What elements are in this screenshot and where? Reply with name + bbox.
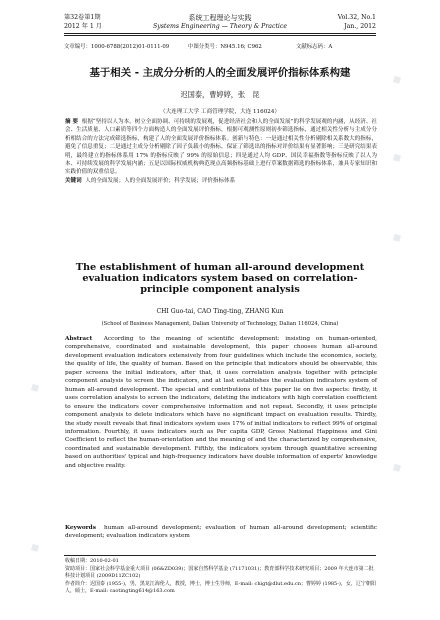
clc-number: 中图分类号：N945.16; C962: [188, 44, 262, 50]
header-date-cn: 2012 年 1 月: [64, 23, 102, 30]
affiliation-cn: （大连理工大学 工商管理学院，大连 116024）: [159, 109, 280, 115]
title-cn: 基于相关 - 主成分分析的人的全面发展评价指标体系构建: [89, 67, 351, 79]
article-number: 文章编号：1000-6788(2012)01-0111-09: [64, 44, 170, 50]
header-volume-en: Vol.32, No.1: [337, 14, 376, 21]
header-volume-cn: 第32卷第1期: [64, 14, 101, 21]
abstract-cn: [65, 118, 377, 185]
watermark-mark: ◆: [389, 458, 404, 476]
abstract-en-text: According to the meaning of scientific development: insisting on human-oriented, comprehensive, coordinated and sustainable development, this paper chooses human all-around development evaluation indicators extensively from four guidelines which include the economics, society, the quality of life, the quality of human. Based on the principle that indicators should be observable, this paper screens the initial indicators, after that, it uses correlation analysis together with principle component analysis to screen the indicators, and at last establishes the evaluation indicators system of human all-around development. The special and contributions of this paper lie on five aspects: firstly, it uses correlation analysis to screen the indicators, deleting the indicators with high correlation coefficient to ensure the indicators cover comprehensive information and not repeat. Secondly, it uses principle component analysis to delete indicators which have no significant impact on evaluation results. Thirdly, the study result reveals that final indicators system uses 17% of initial indicators to reflect 99% of original information. Fourthly, it uses indicators such as Per capita GDP, Gross National Happiness and Gini Coefficient to reflect the human-orientation and the meaning of and the characterized by comprehensive, coordinated and sustainable development. Fifthly, the indicators system through quantitative screening based on authorities' typical and high-frequency indicators have double information of experts' knowledge and objective reality.: [65, 336, 377, 469]
keywords-en: [65, 524, 377, 541]
header-rule-thin: [64, 35, 376, 36]
keywords-cn-label: 关键词: [65, 177, 82, 184]
abstract-en: [65, 335, 377, 470]
authors-cn: 迟国泰，曹婷婷，张 昆: [180, 90, 260, 99]
footnote-fund: 资助项目：国家社会科学基金重大项目 (06&ZD039)；国家自然科学基金 (71171031)；教育部科学技术研究项目；2009 年大连市第二批科技计划项目 (2009D11ZC102): [65, 565, 374, 580]
watermark-mark: ◆: [389, 70, 404, 88]
abstract-cn-text: 根据“坚持以人为本，树立全面协调、可持续的发展观，促进经济社会和人的全面发展”的科学发展观的内涵，从经济、社会、生活质量、人口素质等四个方面构造人的全面发展评价指标，根据可观测性原则初步筛选指标，通过相关性分析与主成分分析相结合的方法完成筛选指标，构建了人的全面发展评价指标体系。创新与特色：一是通过相关性分析剔除相关系数大的指标，避免了信息重复；二是通过主成分分析剔除了因子负载小的指标，保证了筛选出的指标对评价结果有显著影响；三是研究结果表明，最终建立的指标体系用 17% 的指标反映了 99% 的原始信息；四是通过人均 GDP、国民幸福指数等指标反映了以人为本、可持续发展的科学发展内涵；五是以国际权威机构典范现点高频指标基础上进行草案数据筛选的指标体系，兼具专家知识和实践价值的双重信息。: [65, 119, 377, 176]
abstract-cn-label: 摘 要: [65, 119, 79, 125]
watermark-mark: ◆: [27, 538, 42, 556]
title-en: The establishment of human all-around development evaluation indicators system based on correlation-principle component analysis: [75, 262, 365, 295]
footnote-received: 收稿日期：2010-02-01: [65, 558, 119, 564]
header-date-en: Jan., 2012: [344, 23, 376, 30]
affiliation-en: (School of Business Management, Dalian University of Technology, Dalian 116024, China): [101, 321, 339, 327]
header-rule: [64, 33, 376, 34]
authors-en: CHI Guo-tai, CAO Ting-ting, ZHANG Kun: [156, 308, 284, 315]
keywords-cn-text: 人的全面发展；人的全面发展评价；科学发展；评价指标体系: [85, 177, 236, 184]
keywords-en-label: Keywords: [65, 525, 96, 531]
watermark-mark: ◆: [389, 228, 404, 246]
abstract-en-label: Abstract: [65, 336, 93, 342]
document-code: 文献标志码：A: [296, 44, 333, 50]
header-journal-en: Systems Engineering — Theory & Practice: [152, 23, 288, 30]
footnote-rule: [64, 555, 376, 556]
keywords-en-text: human all-around development; evaluation of human all-around development; scientific development; evaluation indicators system: [65, 525, 377, 540]
footnotes: [65, 558, 377, 596]
header-journal-cn: 系统工程理论与实践: [188, 14, 252, 22]
footnote-author: 作者简介：迟国泰 (1955-)，男，黑龙江海伦人，教授，博士，博士生导师，E-mail: chigt@dlut.edu.cn；曹婷婷 (1985-)，女，辽宁朝阳人，硕士，E-mail: caotingting614@163.com: [65, 580, 376, 595]
watermark-mark: ◆: [27, 378, 42, 396]
watermark-mark: ◆: [389, 148, 404, 166]
